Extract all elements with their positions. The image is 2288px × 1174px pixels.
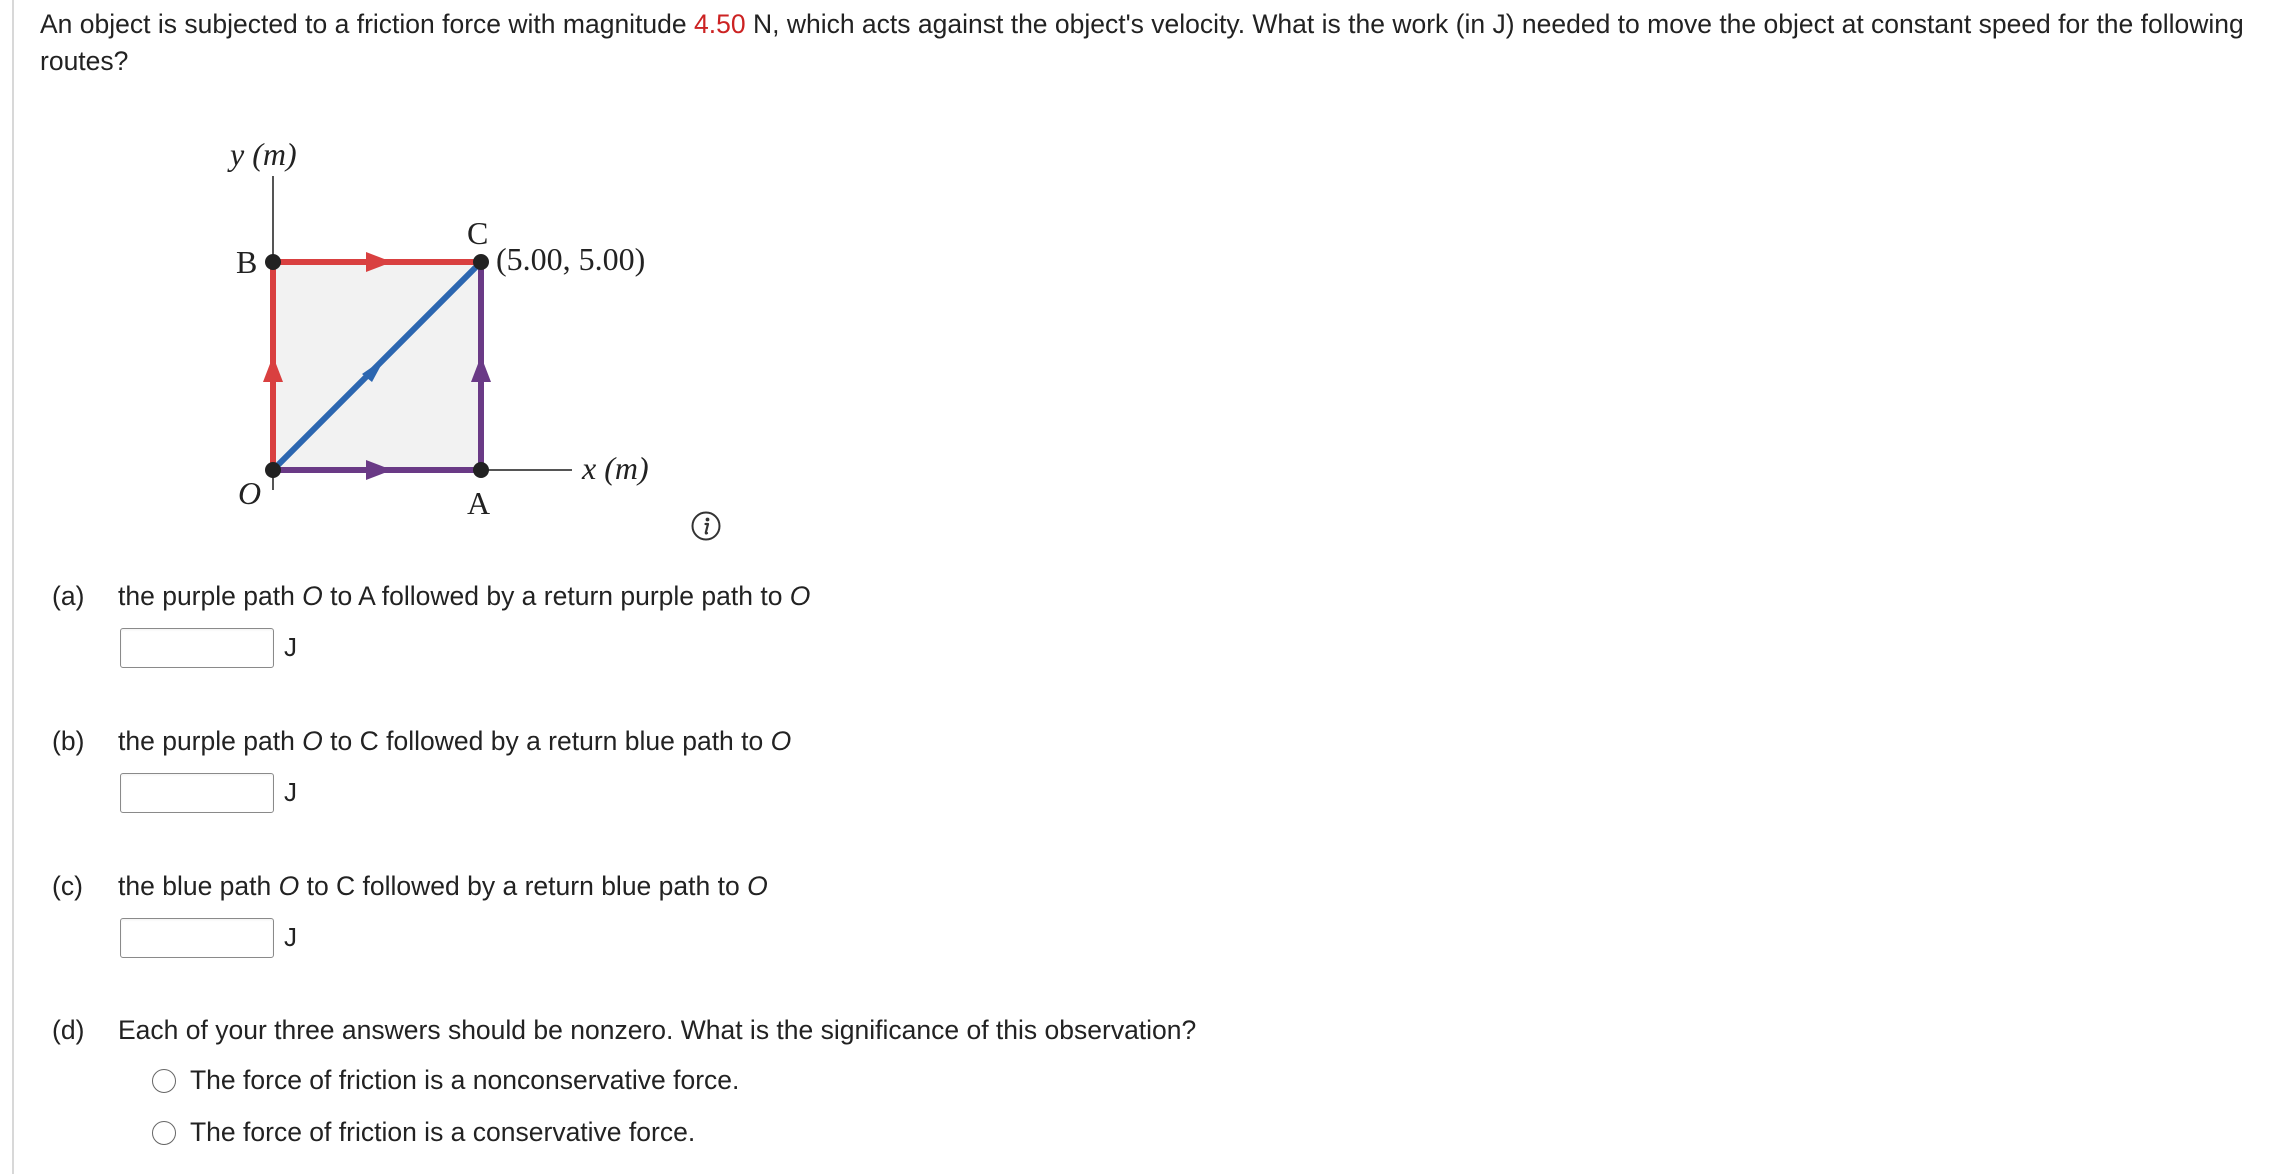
point-c-dot bbox=[473, 254, 489, 270]
point-o-dot bbox=[265, 462, 281, 478]
point-b-dot bbox=[265, 254, 281, 270]
part-b-question: (b) the purple path O to C followed by a return blue path to O bbox=[52, 726, 792, 756]
point-a-label: A bbox=[467, 485, 491, 521]
point-c-label: C bbox=[467, 215, 489, 251]
point-b-label: B bbox=[236, 244, 258, 280]
force-value: 4.50 bbox=[694, 9, 746, 39]
point-c-coordinates: (5.00, 5.00) bbox=[496, 241, 646, 277]
path-diagram bbox=[200, 120, 720, 540]
left-border bbox=[12, 0, 14, 1174]
option-conservative[interactable] bbox=[152, 1114, 695, 1151]
y-axis-label: y (m) bbox=[230, 136, 297, 172]
part-a-question: (a) the purple path O to A followed by a return purple path to O bbox=[52, 581, 811, 611]
question-text: An object is subjected to a friction force with magnitude 4.50 N, which acts against the object's velocity. What is the work (in J) needed to move the object at constant speed for the following routes? bbox=[40, 9, 2244, 76]
part-c-unit: J bbox=[284, 922, 297, 952]
option-conservative-label: The force of friction is a conservative force. bbox=[190, 1117, 696, 1147]
radio-button-conservative[interactable] bbox=[152, 1121, 176, 1145]
x-axis-label: x (m) bbox=[582, 450, 649, 486]
point-o-label: O bbox=[238, 475, 262, 511]
point-a-dot bbox=[473, 462, 489, 478]
option-nonconservative-label: The force of friction is a nonconservative force. bbox=[190, 1065, 740, 1095]
part-b-answer-input[interactable] bbox=[120, 773, 274, 813]
part-c-answer-input[interactable] bbox=[120, 918, 274, 958]
option-nonconservative[interactable] bbox=[152, 1062, 739, 1099]
part-a-unit: J bbox=[284, 632, 297, 662]
part-b-unit: J bbox=[284, 777, 297, 807]
info-icon[interactable] bbox=[690, 510, 722, 542]
part-d-question: (d) Each of your three answers should be nonzero. What is the significance of this observation? bbox=[52, 1015, 1197, 1045]
radio-button-nonconservative[interactable] bbox=[152, 1069, 176, 1093]
part-c-question: (c) the blue path O to C followed by a return blue path to O bbox=[52, 871, 768, 901]
part-a-answer-input[interactable] bbox=[120, 628, 274, 668]
